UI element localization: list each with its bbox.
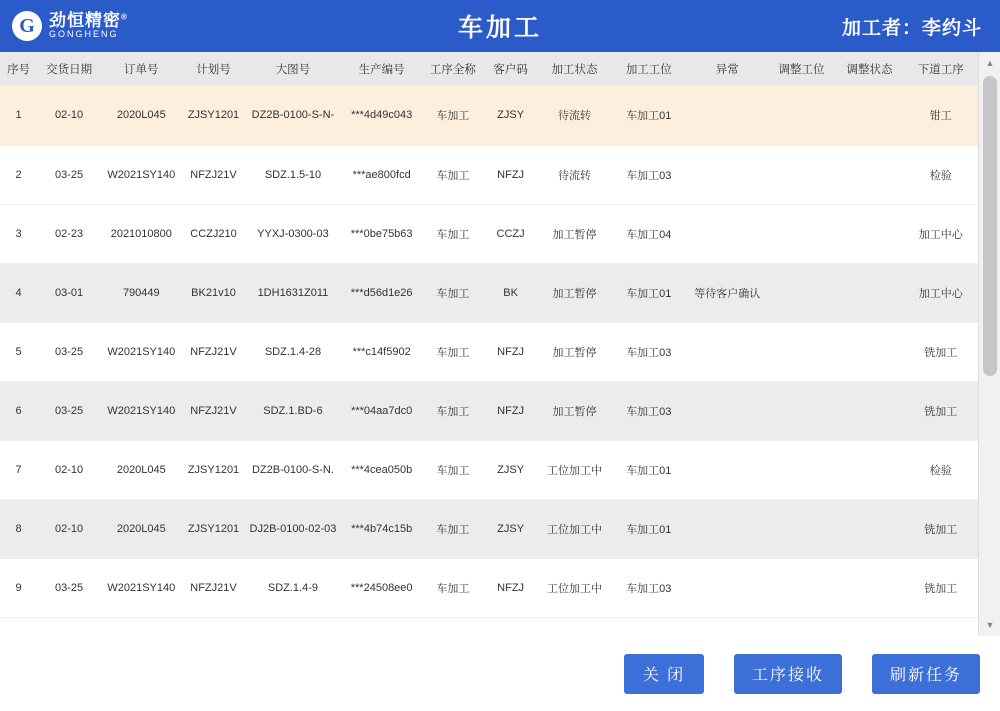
- cell-13: 铣加工: [904, 381, 978, 440]
- scroll-thumb[interactable]: [983, 76, 997, 376]
- cell-13: 铣加工: [904, 322, 978, 381]
- cell-11: [767, 263, 835, 322]
- cell-1: 02-23: [37, 204, 101, 263]
- cell-0: 9: [0, 558, 37, 617]
- cell-6: 车加工: [423, 204, 483, 263]
- cell-3: NFZJ21V: [182, 558, 246, 617]
- cell-6: 车加工: [423, 145, 483, 204]
- cell-2: W2021SY140: [101, 145, 181, 204]
- table-header-holder: [0, 52, 1000, 86]
- cell-5: ***4cea050b: [340, 440, 423, 499]
- cell-0: 6: [0, 381, 37, 440]
- cell-4: SDZ.1.5-10: [245, 145, 340, 204]
- cell-0: 5: [0, 322, 37, 381]
- cell-11: [767, 145, 835, 204]
- cell-4: DJ2B-0100-02-03: [245, 499, 340, 558]
- cell-6: 车加工: [423, 558, 483, 617]
- cell-3: NFZJ21V: [182, 322, 246, 381]
- cell-6: 车加工: [423, 86, 483, 145]
- table-row[interactable]: [0, 499, 978, 558]
- cell-7: NFZJ: [483, 145, 539, 204]
- cell-13: 检验: [904, 440, 978, 499]
- cell-1: 02-10: [37, 499, 101, 558]
- cell-11: [767, 204, 835, 263]
- cell-3: NFZJ21V: [182, 145, 246, 204]
- scroll-down-icon[interactable]: ▼: [979, 614, 1000, 636]
- cell-4: SDZ.1.4-9: [245, 558, 340, 617]
- cell-12: [836, 263, 904, 322]
- cell-12: [836, 558, 904, 617]
- close-button[interactable]: 关 闭: [624, 654, 704, 694]
- cell-5: ***c14f5902: [340, 322, 423, 381]
- cell-5: ***4b74c15b: [340, 499, 423, 558]
- cell-10: [687, 499, 767, 558]
- col-header-13[interactable]: 下道工序: [904, 52, 978, 86]
- cell-6: 车加工: [423, 322, 483, 381]
- cell-9: 车加工03: [611, 558, 687, 617]
- cell-0: 3: [0, 204, 37, 263]
- cell-1: 03-25: [37, 145, 101, 204]
- cell-2: W2021SY140: [101, 322, 181, 381]
- brand-logo: [0, 11, 200, 41]
- app-header: [0, 0, 1000, 52]
- cell-6: 车加工: [423, 381, 483, 440]
- cell-11: [767, 558, 835, 617]
- registered-mark-icon: ®: [121, 12, 128, 22]
- cell-4: SDZ.1.BD-6: [245, 381, 340, 440]
- table-row[interactable]: [0, 440, 978, 499]
- col-header-7[interactable]: 客户码: [483, 52, 539, 86]
- cell-13: 铣加工: [904, 558, 978, 617]
- col-header-6[interactable]: 工序全称: [423, 52, 483, 86]
- cell-9: 车加工04: [611, 204, 687, 263]
- cell-9: 车加工01: [611, 499, 687, 558]
- cell-11: [767, 440, 835, 499]
- cell-3: ZJSY1201: [182, 440, 246, 499]
- col-header-12[interactable]: 调整状态: [836, 52, 904, 86]
- cell-11: [767, 322, 835, 381]
- cell-12: [836, 440, 904, 499]
- table-row[interactable]: [0, 381, 978, 440]
- cell-7: ZJSY: [483, 86, 539, 145]
- cell-6: 车加工: [423, 440, 483, 499]
- cell-5: ***4d49c043: [340, 86, 423, 145]
- cell-10: [687, 204, 767, 263]
- table-row[interactable]: [0, 86, 978, 145]
- cell-1: 03-25: [37, 322, 101, 381]
- cell-2: W2021SY140: [101, 558, 181, 617]
- col-header-2[interactable]: 订单号: [101, 52, 181, 86]
- cell-10: 等待客户确认: [687, 263, 767, 322]
- cell-7: NFZJ: [483, 558, 539, 617]
- logo-english-name: GONGHENG: [49, 29, 119, 40]
- logo-chinese-text: 劲恒精密: [49, 11, 121, 31]
- cell-2: 2020L045: [101, 499, 181, 558]
- cell-7: CCZJ: [483, 204, 539, 263]
- table-row[interactable]: [0, 558, 978, 617]
- cell-12: [836, 322, 904, 381]
- logo-icon: G: [12, 11, 42, 41]
- cell-11: [767, 499, 835, 558]
- cell-8: 加工暂停: [538, 381, 610, 440]
- col-header-8[interactable]: 加工状态: [538, 52, 610, 86]
- cell-3: NFZJ21V: [182, 381, 246, 440]
- cell-6: 车加工: [423, 499, 483, 558]
- cell-3: ZJSY1201: [182, 86, 246, 145]
- cell-1: 03-25: [37, 558, 101, 617]
- cell-9: 车加工01: [611, 263, 687, 322]
- cell-0: 7: [0, 440, 37, 499]
- footer-toolbar: [0, 636, 1000, 711]
- cell-13: 钳工: [904, 86, 978, 145]
- table-row[interactable]: [0, 145, 978, 204]
- cell-2: 2020L045: [101, 440, 181, 499]
- cell-12: [836, 204, 904, 263]
- cell-9: 车加工03: [611, 145, 687, 204]
- cell-2: 790449: [101, 263, 181, 322]
- cell-3: ZJSY1201: [182, 499, 246, 558]
- col-header-4[interactable]: 大图号: [245, 52, 340, 86]
- cell-4: YYXJ-0300-03: [245, 204, 340, 263]
- cell-8: 加工暂停: [538, 263, 610, 322]
- col-header-5[interactable]: 生产编号: [340, 52, 423, 86]
- cell-1: 02-10: [37, 86, 101, 145]
- cell-2: 2020L045: [101, 86, 181, 145]
- cell-13: 铣加工: [904, 499, 978, 558]
- cell-8: 待流转: [538, 86, 610, 145]
- cell-0: 8: [0, 499, 37, 558]
- col-header-11[interactable]: 调整工位: [767, 52, 835, 86]
- task-table-body: [0, 86, 978, 618]
- cell-12: [836, 499, 904, 558]
- cell-2: 2021010800: [101, 204, 181, 263]
- cell-4: SDZ.1.4-28: [245, 322, 340, 381]
- col-header-3[interactable]: 计划号: [182, 52, 246, 86]
- vertical-scrollbar[interactable]: [978, 52, 1000, 636]
- cell-5: ***d56d1e26: [340, 263, 423, 322]
- cell-9: 车加工03: [611, 381, 687, 440]
- cell-7: ZJSY: [483, 499, 539, 558]
- cell-8: 工位加工中: [538, 558, 610, 617]
- cell-13: 加工中心: [904, 263, 978, 322]
- cell-12: [836, 86, 904, 145]
- receive-process-button[interactable]: 工序接收: [734, 654, 842, 694]
- cell-1: 03-01: [37, 263, 101, 322]
- task-table-region: [0, 52, 1000, 636]
- cell-9: 车加工03: [611, 322, 687, 381]
- cell-7: ZJSY: [483, 440, 539, 499]
- cell-0: 1: [0, 86, 37, 145]
- cell-12: [836, 145, 904, 204]
- table-row[interactable]: [0, 204, 978, 263]
- cell-11: [767, 86, 835, 145]
- table-header-row: [0, 52, 978, 86]
- cell-13: 检验: [904, 145, 978, 204]
- cell-5: ***04aa7dc0: [340, 381, 423, 440]
- cell-8: 加工暂停: [538, 322, 610, 381]
- cell-1: 02-10: [37, 440, 101, 499]
- col-header-1[interactable]: 交货日期: [37, 52, 101, 86]
- cell-7: BK: [483, 263, 539, 322]
- cell-7: NFZJ: [483, 322, 539, 381]
- cell-11: [767, 381, 835, 440]
- cell-12: [836, 381, 904, 440]
- cell-9: 车加工01: [611, 440, 687, 499]
- cell-5: ***0be75b63: [340, 204, 423, 263]
- operator-label: 加工者：李约斗: [841, 17, 982, 39]
- cell-3: BK21v10: [182, 263, 246, 322]
- cell-0: 4: [0, 263, 37, 322]
- task-table-header: [0, 52, 978, 86]
- scroll-up-icon[interactable]: ▲: [979, 52, 1000, 74]
- cell-4: DZ2B-0100-S-N-: [245, 86, 340, 145]
- cell-10: [687, 381, 767, 440]
- col-header-9[interactable]: 加工工位: [611, 52, 687, 86]
- cell-10: [687, 86, 767, 145]
- page-title: 车加工: [457, 14, 542, 42]
- table-row[interactable]: [0, 322, 978, 381]
- cell-2: W2021SY140: [101, 381, 181, 440]
- cell-1: 03-25: [37, 381, 101, 440]
- logo-text: [49, 12, 128, 39]
- cell-10: [687, 145, 767, 204]
- table-body-holder[interactable]: [0, 86, 1000, 636]
- cell-5: ***24508ee0: [340, 558, 423, 617]
- col-header-0[interactable]: 序号: [0, 52, 37, 86]
- cell-5: ***ae800fcd: [340, 145, 423, 204]
- cell-13: 加工中心: [904, 204, 978, 263]
- cell-10: [687, 558, 767, 617]
- cell-3: CCZJ210: [182, 204, 246, 263]
- refresh-tasks-button[interactable]: 刷新任务: [872, 654, 980, 694]
- cell-4: 1DH1631Z011: [245, 263, 340, 322]
- cell-9: 车加工01: [611, 86, 687, 145]
- cell-8: 待流转: [538, 145, 610, 204]
- cell-0: 2: [0, 145, 37, 204]
- cell-8: 工位加工中: [538, 440, 610, 499]
- cell-8: 加工暂停: [538, 204, 610, 263]
- table-row[interactable]: [0, 263, 978, 322]
- logo-chinese-name: [49, 12, 128, 30]
- cell-8: 工位加工中: [538, 499, 610, 558]
- cell-4: DZ2B-0100-S-N.: [245, 440, 340, 499]
- cell-10: [687, 322, 767, 381]
- cell-6: 车加工: [423, 263, 483, 322]
- cell-10: [687, 440, 767, 499]
- cell-7: NFZJ: [483, 381, 539, 440]
- col-header-10[interactable]: 异常: [687, 52, 767, 86]
